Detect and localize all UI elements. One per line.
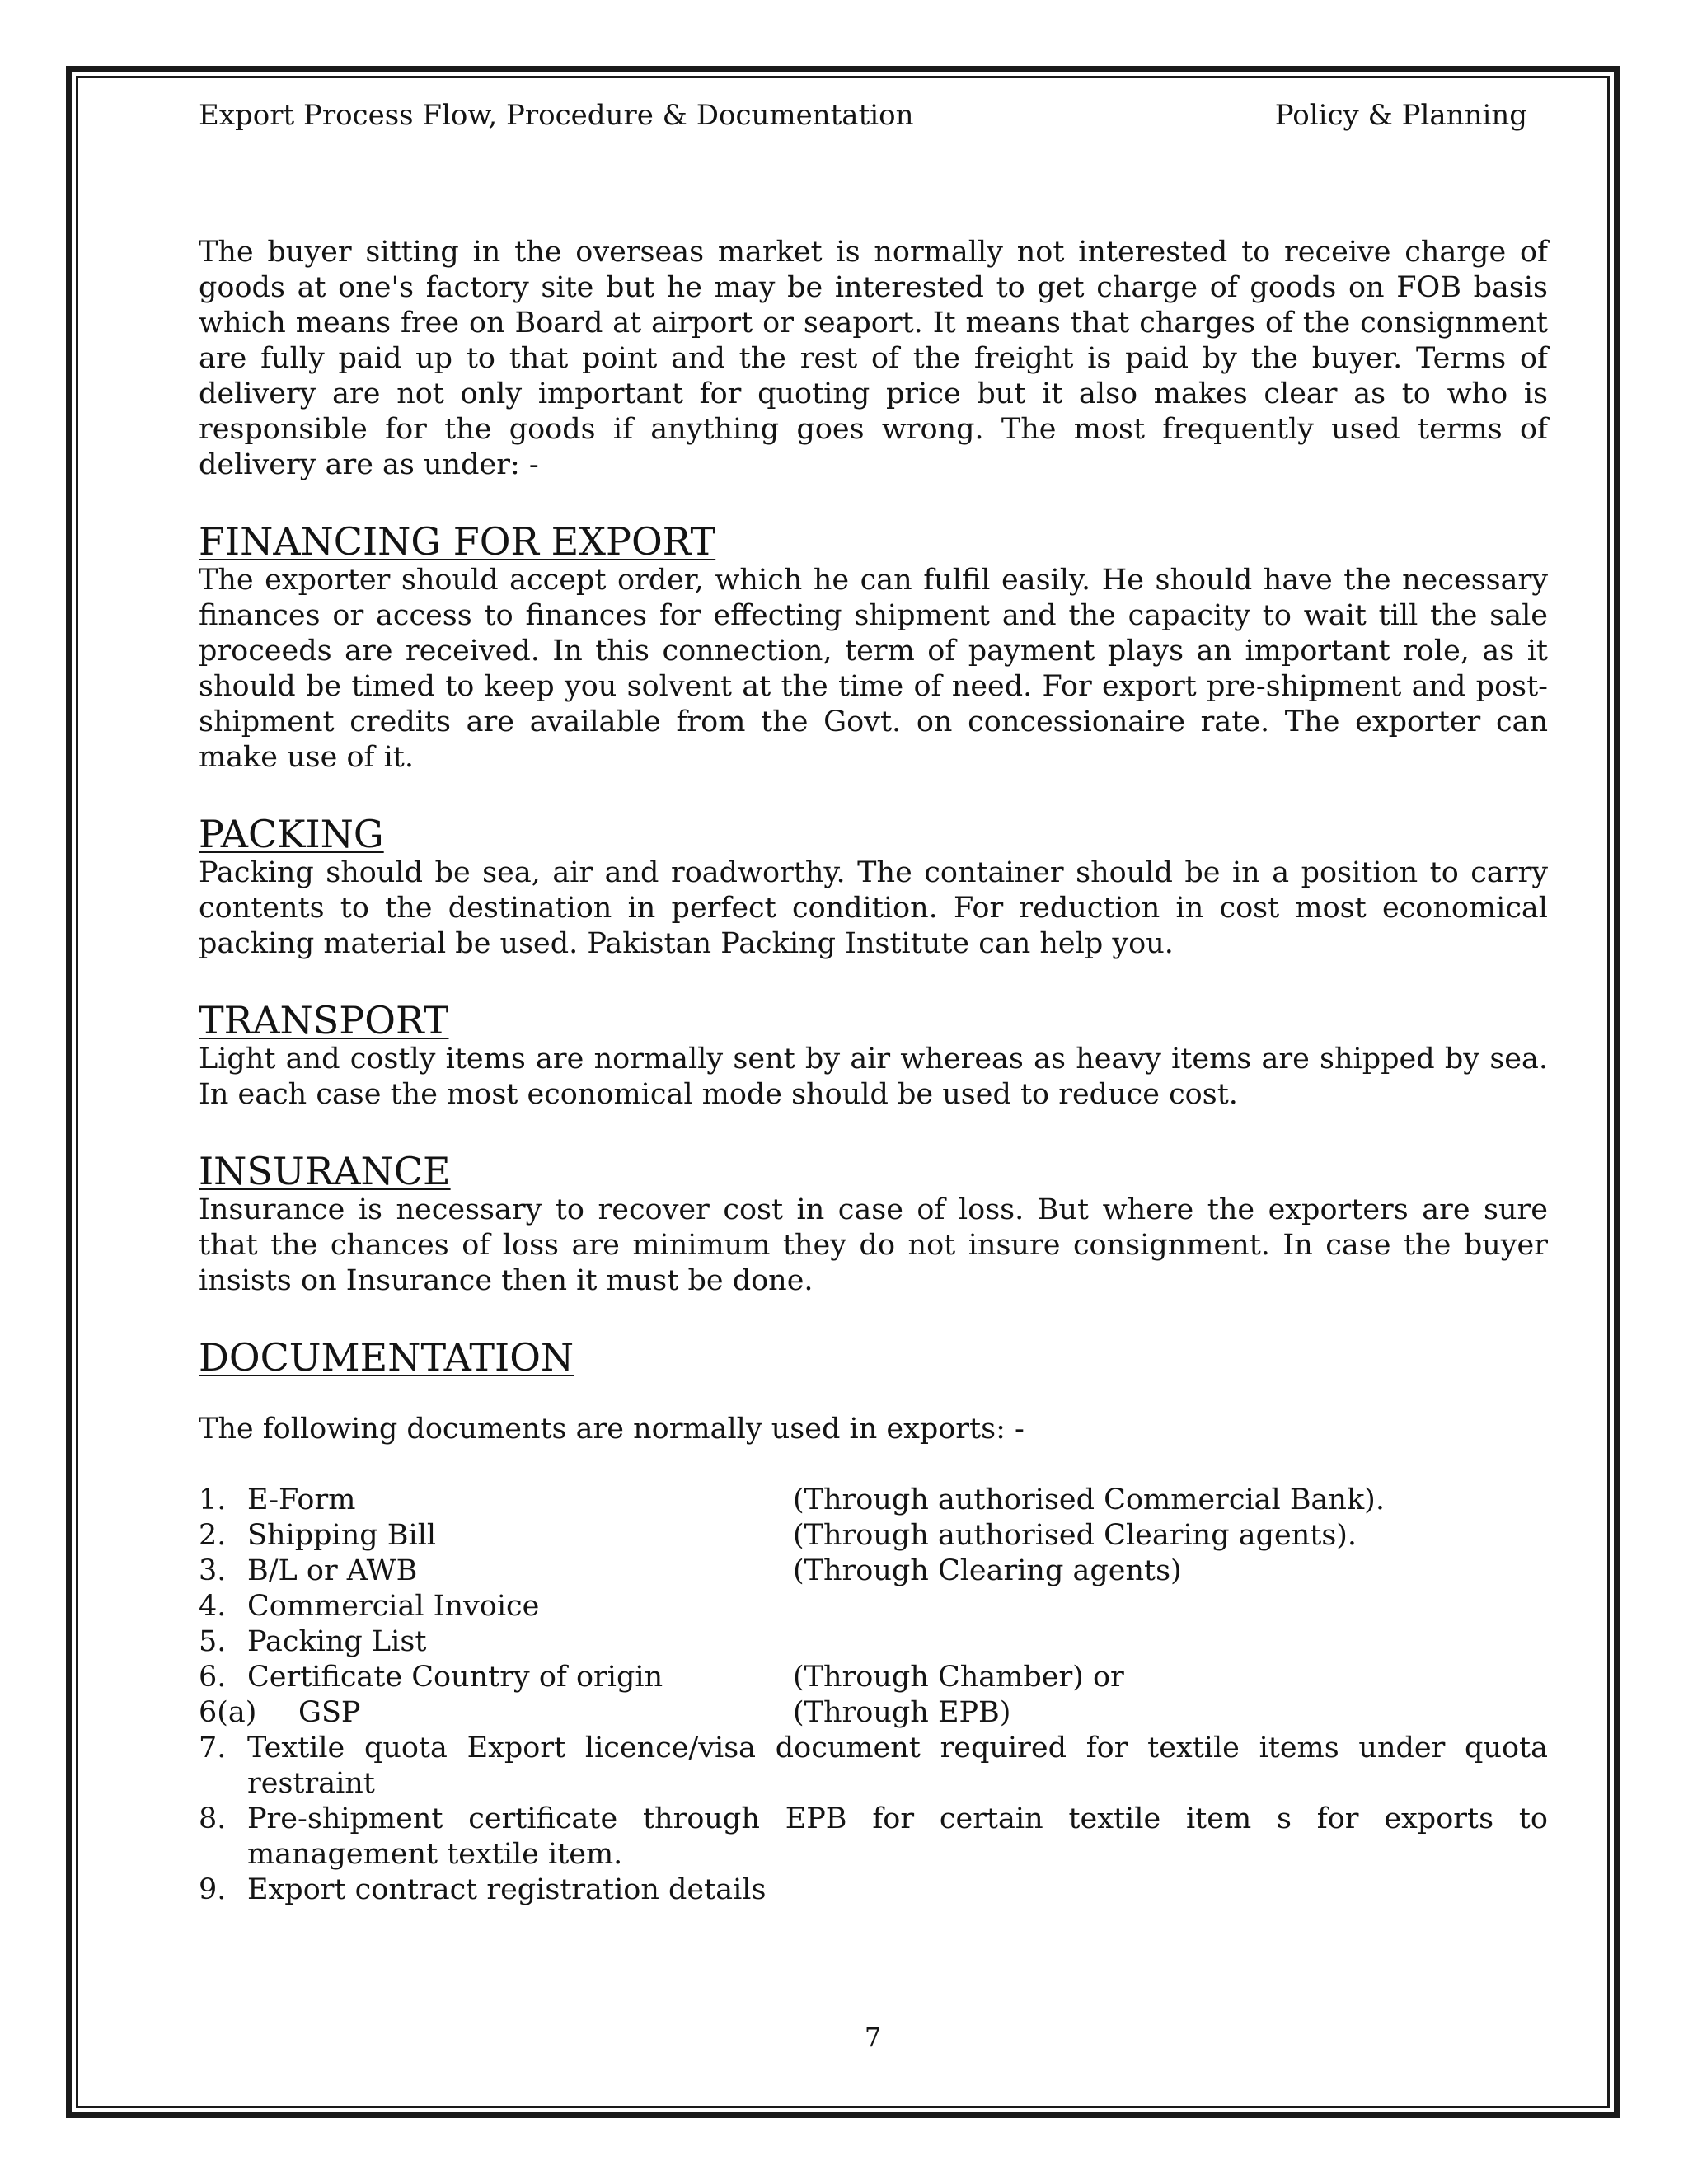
section-insurance (199, 1150, 1548, 1299)
list-item-name: Shipping Bill (247, 1519, 437, 1552)
section-financing (199, 520, 1548, 776)
financing-body: The exporter should accept order, which he can fulfil easily. He should have the necessary finances or access to finances for effecting shipment and the capacity to wait till the sale proceeds are received. In this connection, term of payment plays an important role, as it should be timed to keep you solvent at the time of need. For export pre-shipment and post-shipment credits are available from the Govt. on concessionaire rate. The exporter can make use of it. (199, 564, 1548, 774)
packing-heading: PACKING (199, 812, 384, 856)
list-item-number: 3. (199, 1554, 227, 1587)
header-section: Policy & Planning (1274, 99, 1527, 132)
list-item (199, 1589, 1548, 1624)
list-item-name: Packing List (247, 1625, 427, 1658)
list-item-name: Commercial Invoice (247, 1590, 540, 1623)
insurance-heading: INSURANCE (199, 1149, 451, 1193)
intro-paragraph: The buyer sitting in the overseas market is normally not interested to receive charge of goods at one's factory site but he may be interested to get charge of goods on FOB basis which means free on Board at airport or seaport. It means that charges of the consignment are fully paid up to that point and the rest of the freight is paid by the buyer. Terms of delivery are not only important for quoting price but it also makes clear as to who is responsible for the goods if anything goes wrong. The most frequently used terms of delivery are as under: - (199, 236, 1548, 481)
section-transport (199, 999, 1548, 1113)
transport-body: Light and costly items are normally sent by air whereas as heavy items are shipped by sea. In each case the most economical mode should be used to reduce cost. (199, 1043, 1548, 1111)
list-item-channel: (Through Chamber) or (793, 1661, 1124, 1694)
list-item-channel: (Through authorised Clearing agents). (793, 1519, 1357, 1552)
insurance-body: Insurance is necessary to recover cost in case of loss. But where the exporters are sure that the chances of loss are minimum they do not insure consignment. In case the buyer insists on Insurance then it must be done. (199, 1193, 1548, 1297)
list-item (199, 1483, 1548, 1518)
documents-list (199, 1483, 1548, 1908)
list-item-channel: (Through EPB) (793, 1696, 1011, 1729)
list-item-number: 6. (199, 1661, 227, 1694)
section-documentation (199, 1336, 1548, 1908)
section-packing (199, 813, 1548, 962)
list-item-name: Certificate Country of origin (247, 1661, 663, 1694)
list-item-number: 8. (199, 1802, 227, 1835)
list-item-name: Textile quota Export licence/visa document required for textile items under quota restraint (247, 1732, 1548, 1800)
list-item-number: 7. (199, 1732, 227, 1765)
list-item-channel: (Through Clearing agents) (793, 1554, 1182, 1587)
list-item (199, 1695, 1548, 1731)
list-item (199, 1660, 1548, 1695)
list-item-number: 9. (199, 1873, 227, 1906)
transport-heading: TRANSPORT (199, 998, 449, 1043)
list-item-number: 6(a) (199, 1696, 257, 1729)
list-item (199, 1624, 1548, 1660)
header-title: Export Process Flow, Procedure & Documentation (199, 99, 914, 132)
list-item-name: GSP (298, 1696, 361, 1729)
list-item-number: 4. (199, 1590, 227, 1623)
list-item-number: 1. (199, 1483, 227, 1516)
list-item-name: Export contract registration details (247, 1873, 767, 1906)
list-item-channel: (Through authorised Commercial Bank). (793, 1483, 1385, 1516)
list-item (199, 1731, 1548, 1802)
list-item-number: 2. (199, 1519, 227, 1552)
list-item-name: B/L or AWB (247, 1554, 418, 1587)
page-number: 7 (864, 2022, 882, 2053)
list-item (199, 1802, 1548, 1872)
packing-body: Packing should be sea, air and roadworthy. The container should be in a position to carry contents to the destination in perfect condition. For reduction in cost most economical packing material be used. Pakistan Packing Institute can help you. (199, 856, 1548, 960)
documentation-intro: The following documents are normally used in exports: - (199, 1413, 1025, 1446)
list-item (199, 1518, 1548, 1554)
list-item (199, 1554, 1548, 1589)
list-item (199, 1872, 1548, 1908)
financing-heading: FINANCING FOR EXPORT (199, 519, 716, 564)
page-content (199, 235, 1548, 1908)
list-item-name: Pre-shipment certificate through EPB for certain textile item s for exports to management textile item. (247, 1802, 1548, 1871)
list-item-name: E-Form (247, 1483, 356, 1516)
documentation-heading: DOCUMENTATION (199, 1335, 574, 1380)
list-item-number: 5. (199, 1625, 227, 1658)
